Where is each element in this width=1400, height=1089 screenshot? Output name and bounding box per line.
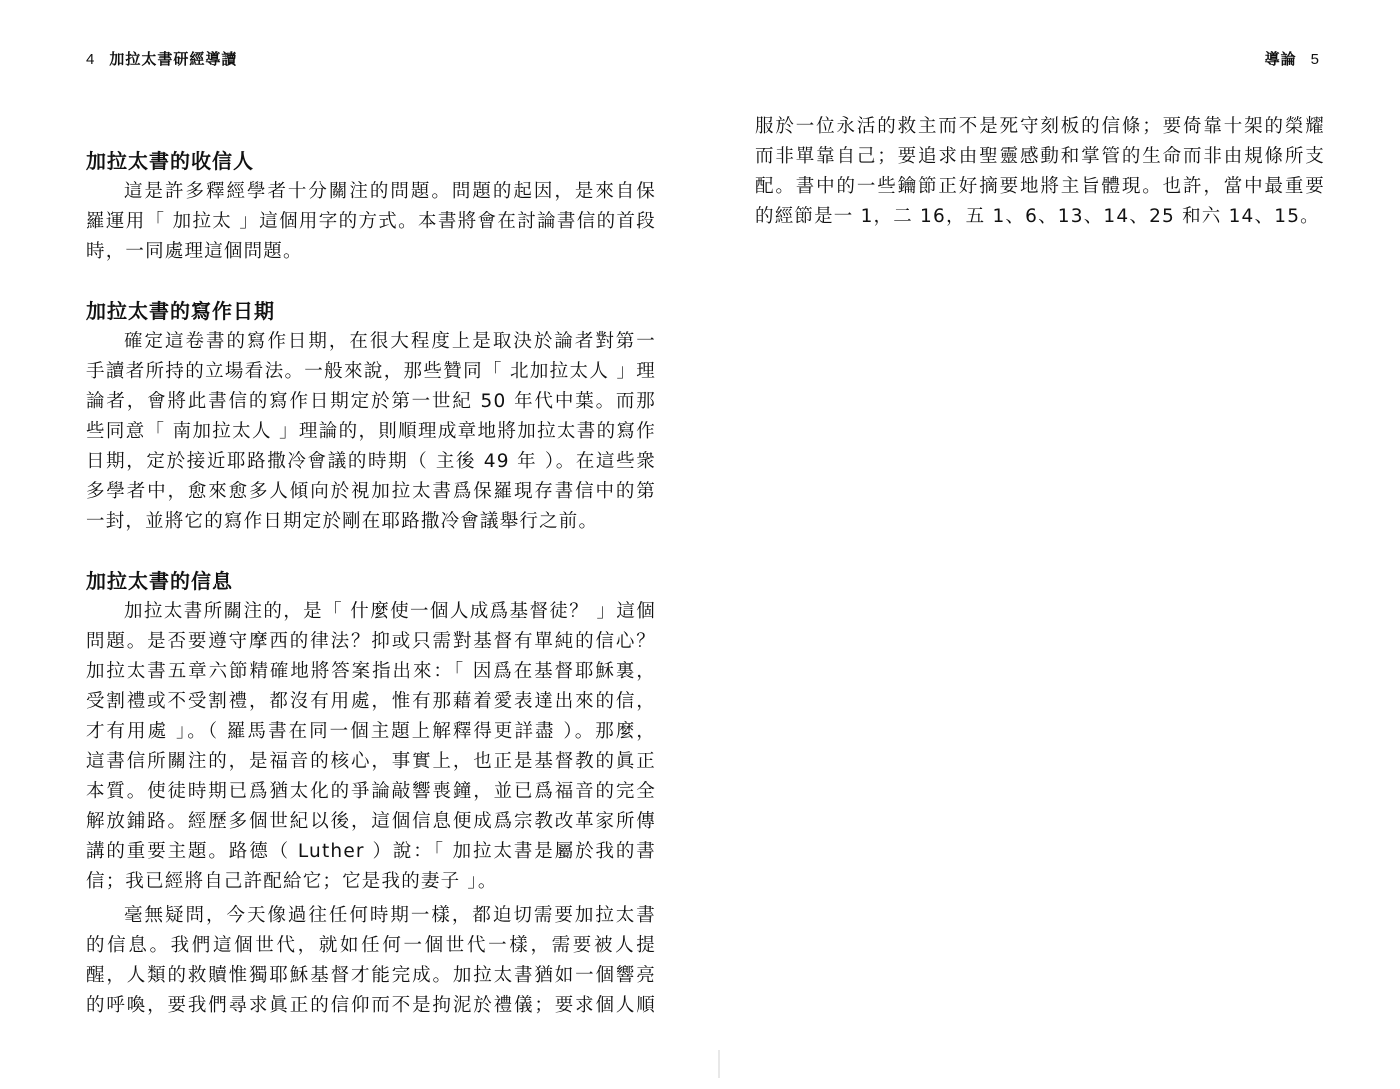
text-line: 這是許多釋經學者十分關注的問題。問題的起因，是來自保 xyxy=(124,181,656,202)
right-page-number: 5 xyxy=(1310,51,1320,68)
text-line: 講的重要主題。路德（ Luther ）說：「 加拉太書是屬於我的書 xyxy=(86,841,656,862)
text-line: 本質。使徒時期已爲猶太化的爭論敲響喪鐘，並已爲福音的完全 xyxy=(86,781,656,802)
text-line: 服於一位永活的救主而不是死守刻板的信條；要倚靠十架的榮耀 xyxy=(755,116,1325,137)
text-line: 配。書中的一些鑰節正好摘要地將主旨體現。也許，當中最重要 xyxy=(755,176,1325,197)
section-message xyxy=(86,565,656,1021)
left-running-title: 加拉太書研經導讀 xyxy=(109,50,238,68)
text-line: 一封，並將它的寫作日期定於剛在耶路撒冷會議舉行之前。 xyxy=(86,511,599,532)
right-running-head xyxy=(1265,48,1320,69)
text-line: 的信息。我們這個世代，就如任何一個世代一樣，需要被人提 xyxy=(86,935,656,956)
text-line: 的呼喚，要我們尋求眞正的信仰而不是拘泥於禮儀；要求個人順 xyxy=(86,995,656,1016)
text-line: 手讀者所持的立場看法。一般來說，那些贊同「 北加拉太人 」理 xyxy=(86,361,656,382)
left-page-number: 4 xyxy=(86,51,96,68)
text-line: 醒，人類的救贖惟獨耶穌基督才能完成。加拉太書猶如一個響亮 xyxy=(86,965,656,986)
text-line: 信；我已經將自己許配給它；它是我的妻子 」。 xyxy=(86,871,498,892)
paragraph xyxy=(86,901,656,1021)
text-line: 多學者中，愈來愈多人傾向於視加拉太書爲保羅現存書信中的第 xyxy=(86,481,656,502)
section-heading: 加拉太書的信息 xyxy=(86,569,233,593)
text-line: 才有用處 」。（ 羅馬書在同一個主題上解釋得更詳盡 ）。那麼， xyxy=(86,721,656,742)
left-running-head xyxy=(86,48,237,69)
text-line: 加拉太書五章六節精確地將答案指出來：「 因爲在基督耶穌裏， xyxy=(86,661,656,682)
right-running-title: 導論 xyxy=(1264,50,1297,68)
text-line: 而非單靠自己；要追求由聖靈感動和掌管的生命而非由規條所支 xyxy=(755,146,1325,167)
text-line: 些同意「 南加拉太人 」理論的，則順理成章地將加拉太書的寫作 xyxy=(86,421,656,442)
left-page-body xyxy=(86,145,656,1021)
text-line: 解放鋪路。經歷多個世紀以後，這個信息便成爲宗教改革家所傳 xyxy=(86,811,656,832)
section-heading: 加拉太書的收信人 xyxy=(86,149,254,173)
section-date xyxy=(86,295,656,537)
paragraph xyxy=(86,597,656,897)
right-page-body xyxy=(755,112,1325,232)
text-line: 這書信所關注的，是福音的核心，事實上，也正是基督教的眞正 xyxy=(86,751,656,772)
paragraph xyxy=(755,112,1325,232)
text-line: 時，一同處理這個問題。 xyxy=(86,241,303,262)
text-line: 問題。是否要遵守摩西的律法？抑或只需對基督有單純的信心？ xyxy=(86,631,656,652)
paragraph xyxy=(86,177,656,267)
text-line: 受割禮或不受割禮，都沒有用處，惟有那藉着愛表達出來的信， xyxy=(86,691,656,712)
text-line: 論者，會將此書信的寫作日期定於第一世紀 50 年代中葉。而那 xyxy=(86,391,656,412)
text-line: 羅運用「 加拉太 」這個用字的方式。本書將會在討論書信的首段 xyxy=(86,211,656,232)
text-line: 確定這卷書的寫作日期，在很大程度上是取決於論者對第一 xyxy=(124,331,656,352)
text-line: 毫無疑問，今天像過往任何時期一樣，都迫切需要加拉太書 xyxy=(124,905,656,926)
text-line: 加拉太書所關注的，是「 什麼使一個人成爲基督徒？ 」這個 xyxy=(124,601,656,622)
paragraph xyxy=(86,327,656,537)
section-heading: 加拉太書的寫作日期 xyxy=(86,299,275,323)
right-page xyxy=(700,0,1400,1089)
section-recipients xyxy=(86,145,656,267)
text-line: 的經節是一 1，二 16，五 1、6、13、14、25 和六 14、15。 xyxy=(755,206,1320,227)
text-line: 日期，定於接近耶路撒冷會議的時期（ 主後 49 年 ）。在這些衆 xyxy=(86,451,656,472)
